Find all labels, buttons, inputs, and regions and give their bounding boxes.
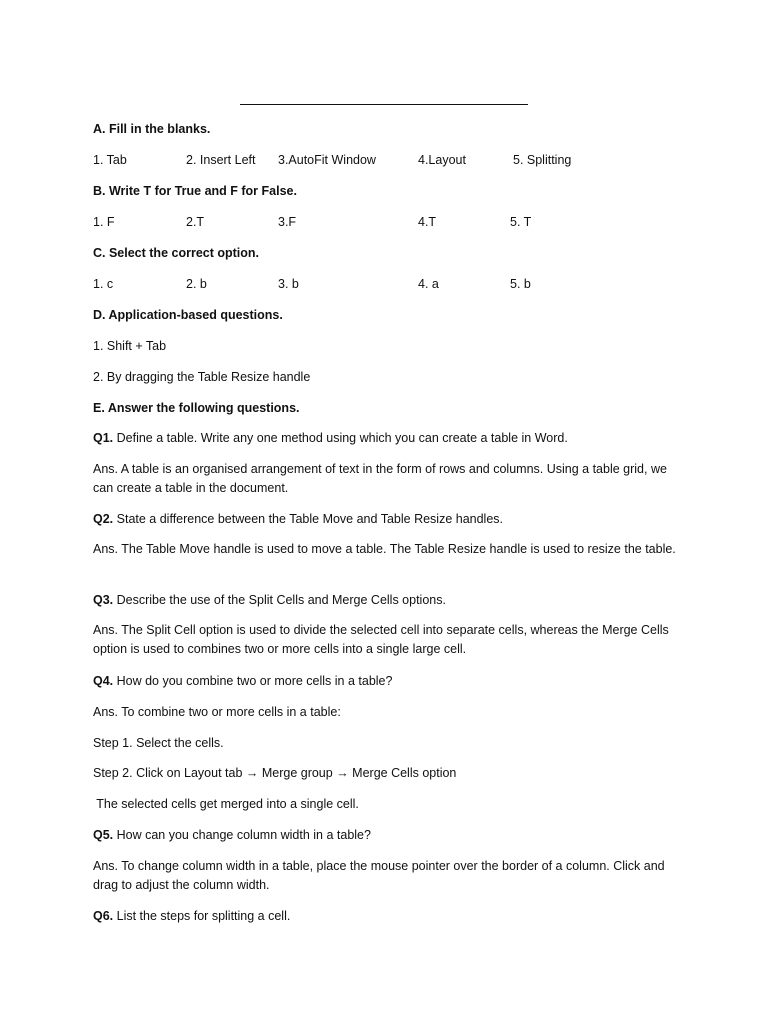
answer-b1: 1. F xyxy=(93,215,115,229)
q3-label: Q3. xyxy=(93,593,114,607)
answer-c5: 5. b xyxy=(510,277,531,291)
section-e-heading: E. Answer the following questions. xyxy=(93,401,300,415)
q4-step-1: Step 1. Select the cells. xyxy=(93,736,224,750)
section-c-heading: C. Select the correct option. xyxy=(93,246,260,260)
question-q6 xyxy=(93,907,693,926)
answer-b2: 2.T xyxy=(186,215,205,229)
answer-a3: 3.AutoFit Window xyxy=(278,153,376,167)
question-q3 xyxy=(93,591,693,610)
answer-c1: 1. c xyxy=(93,277,114,291)
question-q2 xyxy=(93,510,693,529)
q1-label: Q1. xyxy=(93,431,114,445)
q2-label: Q2. xyxy=(93,512,114,526)
answer-b5: 5. T xyxy=(510,215,532,229)
answer-d2: 2. By dragging the Table Resize handle xyxy=(93,370,311,384)
q4-result: The selected cells get merged into a single cell. xyxy=(93,797,359,811)
question-q1 xyxy=(93,429,693,448)
q4-step-2: Step 2. Click on Layout tab → Merge group → Merge Cells option xyxy=(93,766,457,780)
q6-text: List the steps for splitting a cell. xyxy=(113,909,291,923)
answer-d1: 1. Shift + Tab xyxy=(93,339,167,353)
section-b-heading: B. Write T for True and F for False. xyxy=(93,184,297,198)
answer-c2: 2. b xyxy=(186,277,207,291)
answer-c4: 4. a xyxy=(418,277,439,291)
q2-text: State a difference between the Table Move and Table Resize handles. xyxy=(113,512,504,526)
answer-c3: 3. b xyxy=(278,277,299,291)
q3-answer: Ans. The Split Cell option is used to divide the selected cell into separate cells, whereas the Merge Cells option is used to combines two or more cells into a single large cell. xyxy=(93,623,669,656)
section-a-answers xyxy=(93,151,693,170)
section-c-answers xyxy=(93,275,693,294)
q4-text: How do you combine two or more cells in a table? xyxy=(113,674,393,688)
q1-text: Define a table. Write any one method using which you can create a table in Word. xyxy=(113,431,568,445)
q4-answer: Ans. To combine two or more cells in a table: xyxy=(93,705,341,719)
section-d-heading: D. Application-based questions. xyxy=(93,308,283,322)
section-a-heading: A. Fill in the blanks. xyxy=(93,122,211,136)
answer-a5: 5. Splitting xyxy=(513,153,572,167)
q2-answer: Ans. The Table Move handle is used to move a table. The Table Resize handle is used to resize the table. xyxy=(93,542,676,556)
answer-b4: 4.T xyxy=(418,215,437,229)
q4-label: Q4. xyxy=(93,674,114,688)
q5-text: How can you change column width in a table? xyxy=(113,828,371,842)
section-b-answers xyxy=(93,213,693,232)
q5-label: Q5. xyxy=(93,828,114,842)
answer-b3: 3.F xyxy=(278,215,297,229)
answer-a4: 4.Layout xyxy=(418,153,466,167)
q5-answer: Ans. To change column width in a table, place the mouse pointer over the border of a column. Click and drag to adjust the column width. xyxy=(93,859,665,892)
q3-text: Describe the use of the Split Cells and Merge Cells options. xyxy=(113,593,446,607)
answer-a1: 1. Tab xyxy=(93,153,127,167)
q6-label: Q6. xyxy=(93,909,114,923)
q1-answer: Ans. A table is an organised arrangement of text in the form of rows and columns. Using a table grid, we can create a table in the document. xyxy=(93,462,667,495)
answer-a2: 2. Insert Left xyxy=(186,153,256,167)
question-q5 xyxy=(93,826,693,845)
question-q4 xyxy=(93,672,693,691)
title-underline xyxy=(240,104,528,105)
